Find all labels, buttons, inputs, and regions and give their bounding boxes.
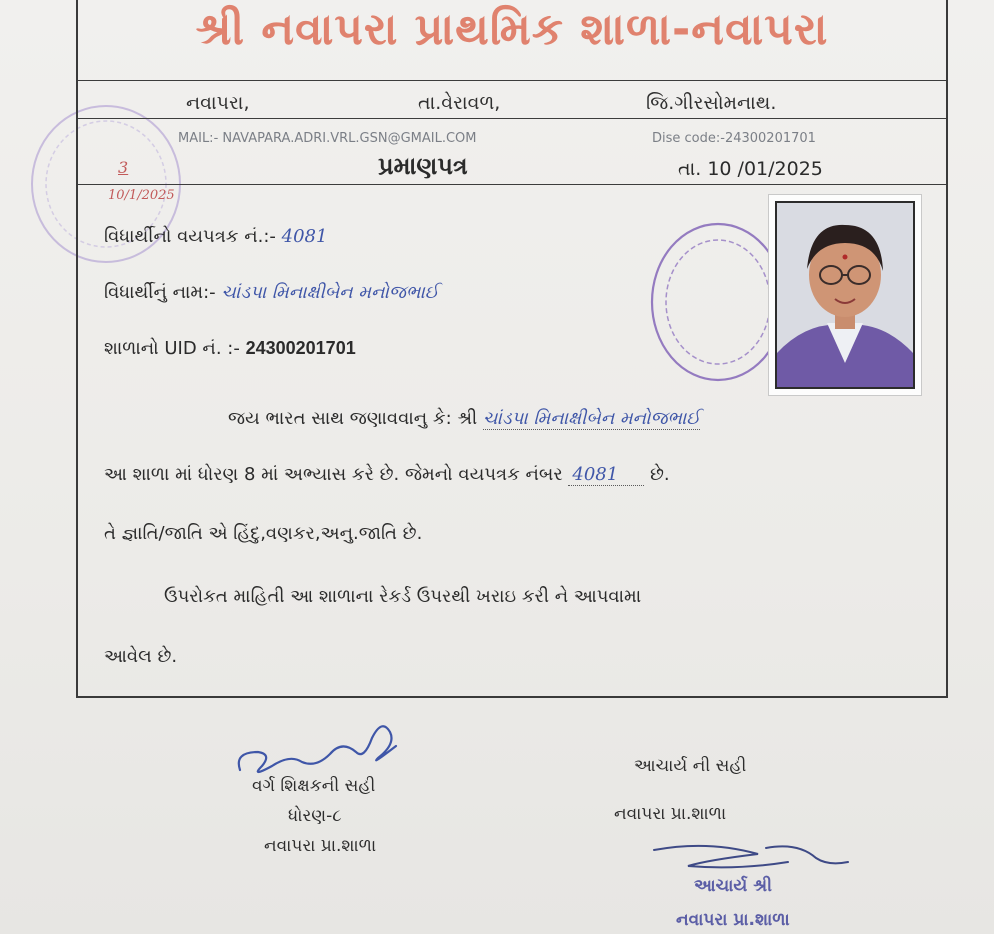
body-line-1 xyxy=(228,408,700,429)
body-line-2-text: આ શાળા માં ધોરણ 8 માં અભ્યાસ કરે છે. જેમનો વયપત્રક નંબર xyxy=(104,464,563,485)
divider xyxy=(78,118,946,119)
divider xyxy=(78,80,946,81)
principal-stamp-school: નવાપરા પ્રા.શાળા xyxy=(676,910,790,930)
body-line-4: ઉપરોકત માહિતી આ શાળાના રેકર્ડ ઉપરથી ખરાઇ કરી ને આપવામા xyxy=(164,586,642,607)
village: નવાપરા, xyxy=(186,92,250,114)
certificate-title: પ્રમાણપત્ર xyxy=(378,152,468,180)
principal-stamp-title: આચાર્ય શ્રી xyxy=(694,876,772,896)
uid-label: શાળાનો UID નં. :- xyxy=(104,338,240,359)
body-line-3: તે જ્ઞાતિ/જાતિ એ હિંદુ,વણકર,અનુ.જાતિ છે. xyxy=(104,523,423,544)
certificate-date: તા. 10 /01/2025 xyxy=(678,158,823,180)
divider xyxy=(78,184,946,185)
school-email: MAIL:- NAVAPARA.ADRI.VRL.GSN@GMAIL.COM xyxy=(178,131,477,146)
outward-number: 3 xyxy=(118,158,129,177)
name-row xyxy=(104,282,439,303)
school-name: શ્રી નવાપરા પ્રાથમિક શાળા-નવાપરા xyxy=(195,4,829,55)
student-photo-image xyxy=(775,201,915,389)
principal-school: નવાપરા પ્રા.શાળા xyxy=(614,804,727,824)
taluka: તા.વેરાવળ, xyxy=(418,92,501,114)
body-line-2 xyxy=(104,464,670,485)
body-line-1-text: જય ભારત સાથ જણાવવાનુ કે: શ્રી xyxy=(228,408,478,429)
teacher-school: નવાપરા પ્રા.શાળા xyxy=(264,836,377,856)
uid-value: 24300201701 xyxy=(245,338,356,358)
body-line-2-suffix: છે. xyxy=(649,464,670,485)
body-line-5: આવેલ છે. xyxy=(104,646,178,667)
student-photo xyxy=(768,194,922,396)
register-label: વિધાર્થીનો વયપત્રક નં.:- xyxy=(104,226,276,247)
register-value: 4081 xyxy=(281,226,328,247)
name-label: વિધાર્થીનું નામ:- xyxy=(104,282,216,303)
district: જિ.ગીરસોમનાથ. xyxy=(646,92,777,114)
body-student-name: ચાંડપા મિનાક્ષીબેન મનોજભાઈ xyxy=(482,408,701,429)
register-row xyxy=(104,226,327,247)
dise-code: Dise code:-24300201701 xyxy=(652,131,816,146)
teacher-standard: ધોરણ-૮ xyxy=(288,806,342,826)
body-register-number: 4081 xyxy=(568,464,644,486)
uid-row xyxy=(104,338,356,359)
principal-signature-title: આચાર્ય ની સહી xyxy=(634,756,747,776)
teacher-signature-title: વર્ગ શિક્ષકની સહી xyxy=(252,776,376,796)
outward-date: 10/1/2025 xyxy=(108,188,175,203)
name-value: ચાંડપા મિનાક્ષીબેન મનોજભાઈ xyxy=(221,282,439,303)
